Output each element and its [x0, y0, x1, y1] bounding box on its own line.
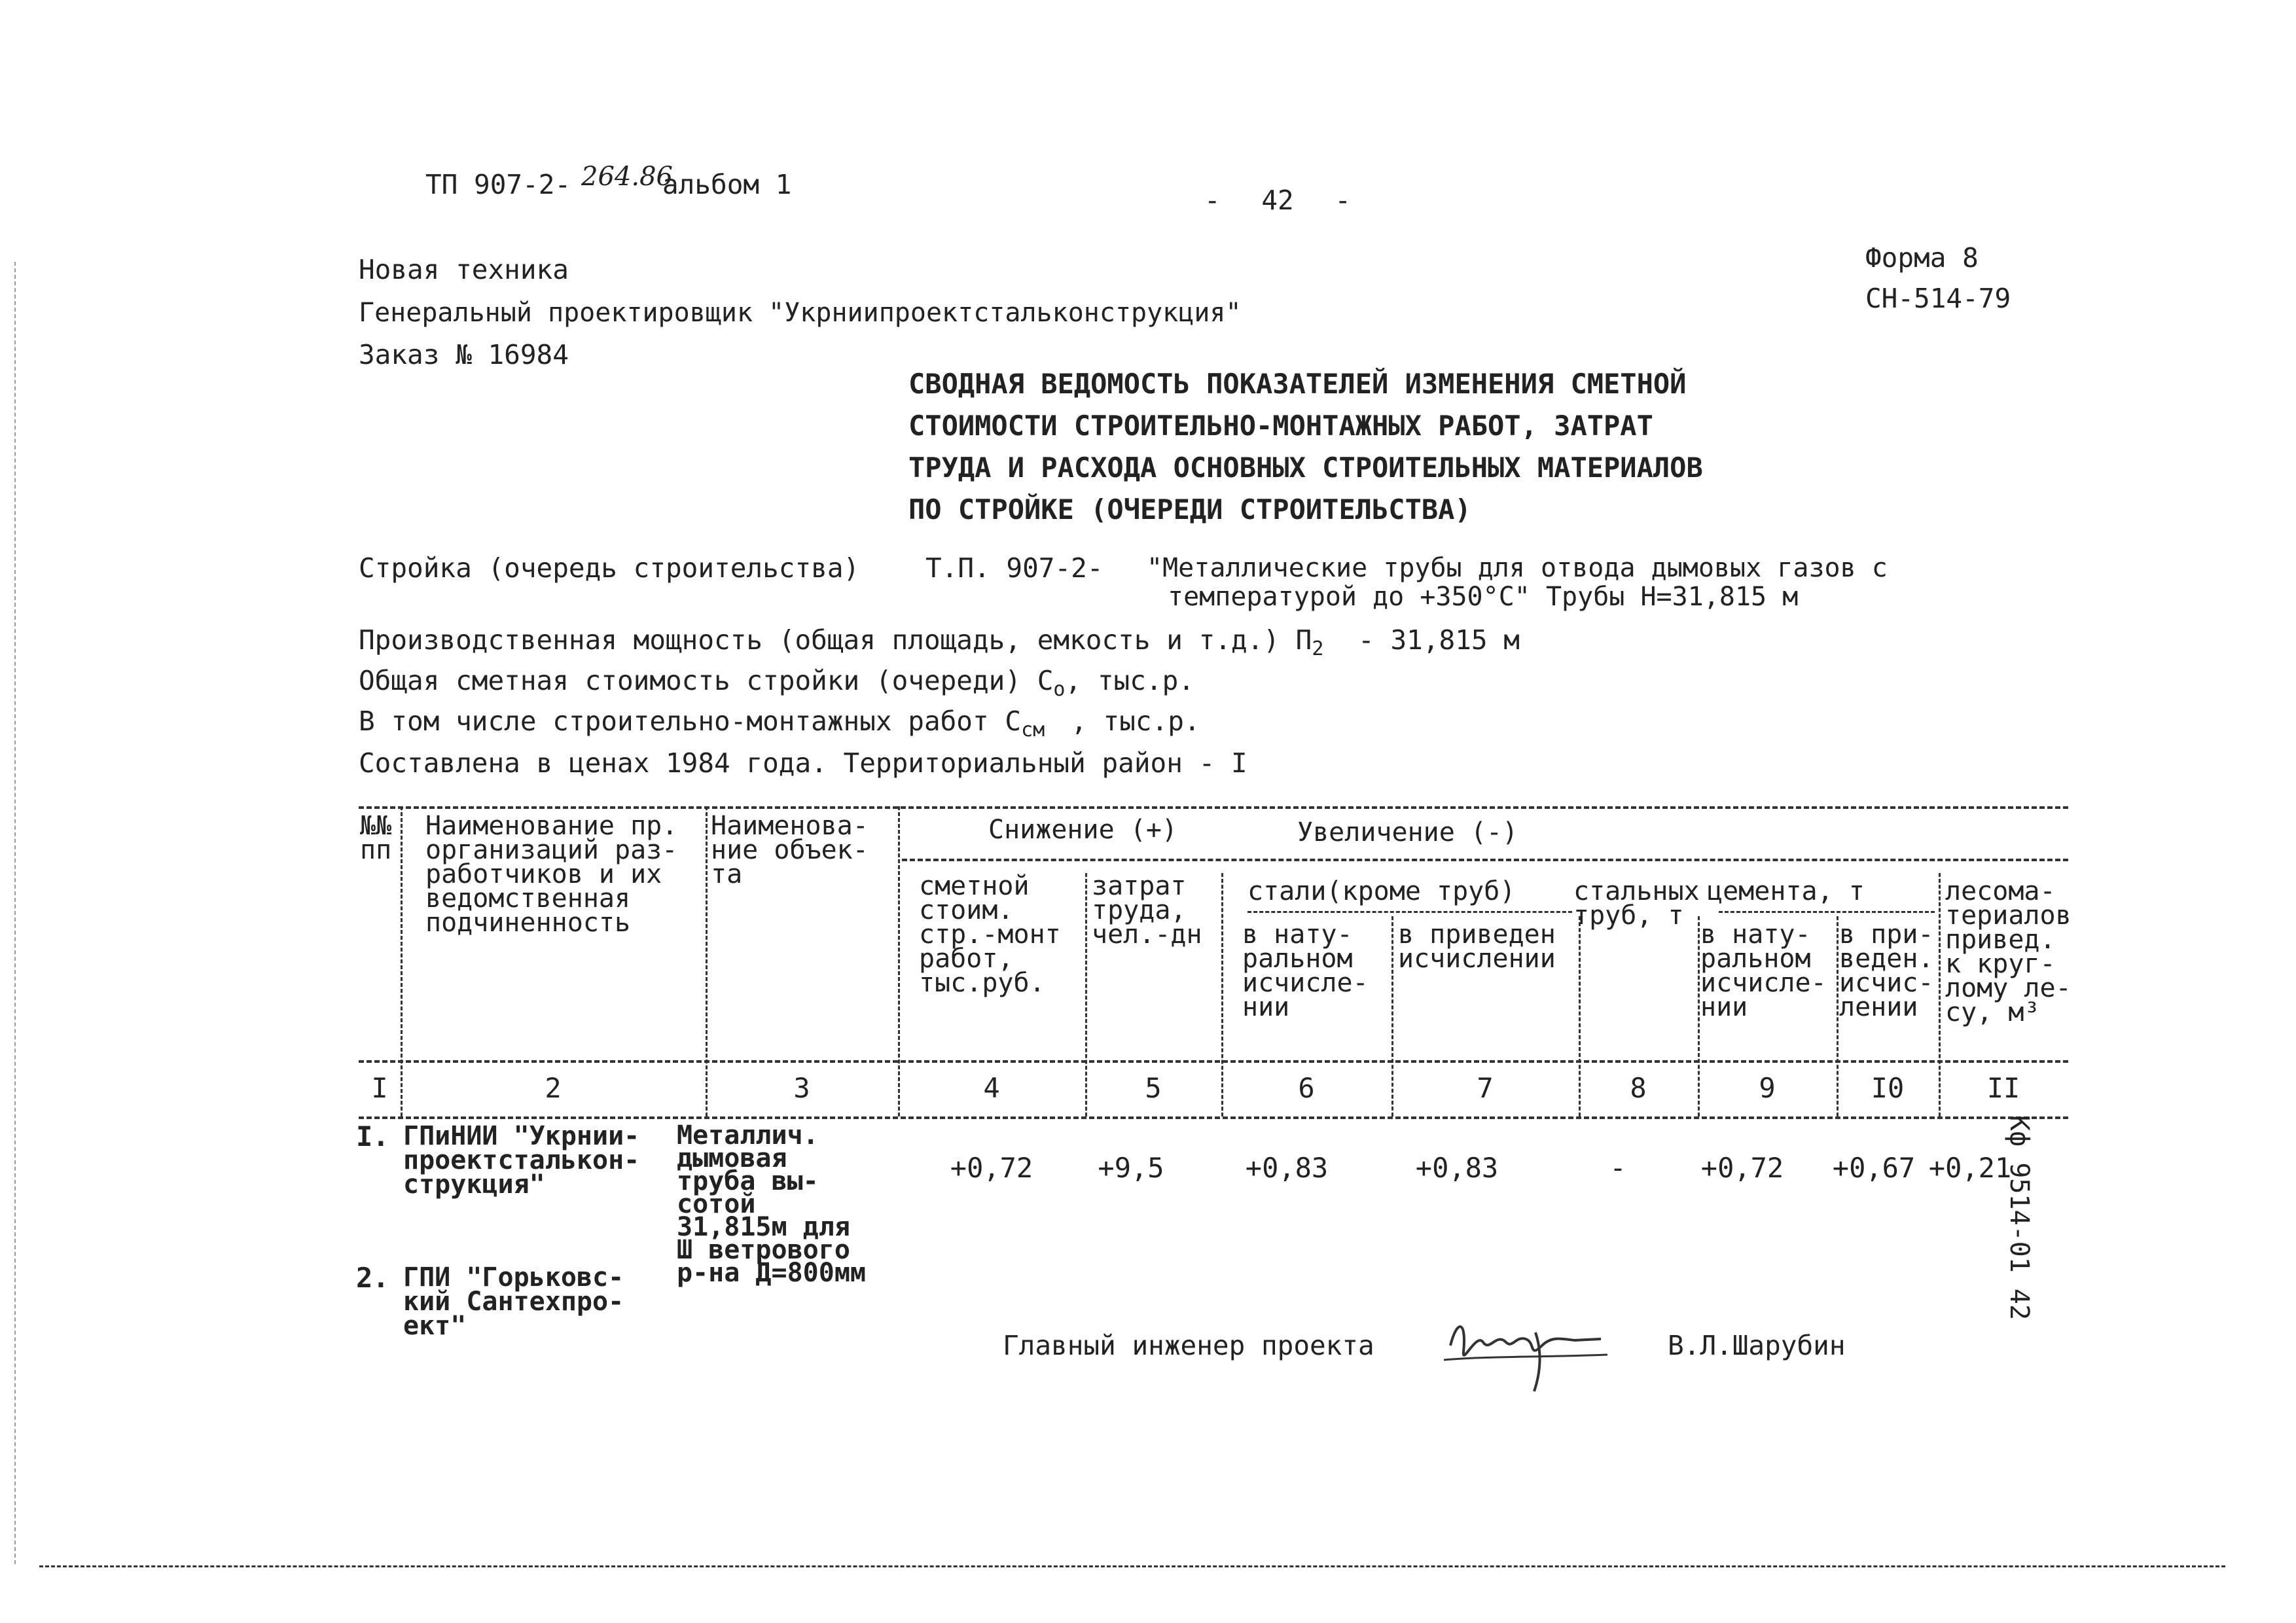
header-cement-reduced: в при- веден. исчис- лении	[1839, 919, 1934, 1022]
row-1-labor: +9,5	[1098, 1152, 1164, 1184]
smr-line	[359, 705, 1200, 742]
capacity-sub: 2	[1312, 637, 1324, 661]
smr-unit: , тыс.р.	[1071, 705, 1200, 737]
header-line-1: Новая техника	[359, 254, 569, 285]
row-1-steel-reduced: +0,83	[1415, 1152, 1499, 1184]
header-object: Наименова- ние объек- та	[711, 811, 869, 889]
header-cost: сметной стоим. стр.-монт работ, тыс.руб.	[919, 871, 1061, 998]
col-number: I	[371, 1072, 388, 1104]
row-1-pipes: -	[1609, 1152, 1626, 1184]
object-label: Стройка (очередь строительства)	[359, 552, 860, 584]
prices-line: Составлена в ценах 1984 года. Территориальный район - I	[359, 747, 1247, 779]
col-number: 5	[1145, 1072, 1162, 1104]
header-cement-natural: в нату- ральном исчисле- нии	[1700, 919, 1827, 1022]
header-num: №№ пп	[360, 811, 392, 865]
object-tp: Т.П. 907-2-	[925, 552, 1103, 584]
header-line-3: Заказ № 16984	[359, 339, 569, 370]
col-number: I0	[1871, 1072, 1905, 1104]
object-desc-2: температурой до +350°С" Трубы Н=31,815 м	[1168, 582, 1799, 612]
doc-title-line-4: ПО СТРОЙКЕ (ОЧЕРЕДИ СТРОИТЕЛЬСТВА)	[908, 493, 1471, 526]
header-steel-natural: в нату- ральном исчисле- нии	[1242, 919, 1369, 1022]
page-number: - 42 -	[1204, 185, 1352, 216]
smr-label: В том числе строительно-монтажных работ С	[359, 705, 1022, 737]
table-col-divider	[706, 806, 708, 1116]
col-number: II	[1986, 1072, 2020, 1104]
page-left-edge	[14, 262, 16, 1564]
col-number: 2	[545, 1072, 562, 1104]
row-1-steel-natural: +0,83	[1245, 1152, 1329, 1184]
header-steel-reduced: в приведен исчислении	[1398, 919, 1556, 974]
doc-code: ТП 907-2-	[425, 169, 571, 200]
doc-title-line-1: СВОДНАЯ ВЕДОМОСТЬ ПОКАЗАТЕЛЕЙ ИЗМЕНЕНИЯ СМЕТНОЙ	[908, 368, 1687, 400]
signatory-name: В.Л.Шарубин	[1668, 1330, 1846, 1361]
form-number: Форма 8	[1865, 242, 1979, 274]
col-number: 3	[793, 1072, 810, 1104]
row-1-object: Металлич. дымовая труба вы- сотой 31,815м для Ш ветрового р-на Д=800мм	[677, 1120, 866, 1288]
col-number: 9	[1759, 1072, 1776, 1104]
table-rule-top	[359, 806, 2068, 809]
row-1-cost: +0,72	[950, 1152, 1033, 1184]
row-2-number: 2.	[356, 1262, 389, 1294]
steel-underline	[1247, 911, 1572, 913]
smr-sub: см	[1021, 719, 1045, 742]
capacity-line	[359, 624, 1520, 661]
norm-code: СН-514-79	[1865, 283, 2011, 314]
col-number: 7	[1477, 1072, 1494, 1104]
capacity-label: Производственная мощность (общая площадь, емкость и т.д.) П	[359, 624, 1312, 656]
total-cost-line	[359, 665, 1194, 702]
doc-code-handwritten: 264.86	[581, 162, 673, 192]
doc-title-line-3: ТРУДА И РАСХОДА ОСНОВНЫХ СТРОИТЕЛЬНЫХ МАТЕРИАЛОВ	[908, 452, 1703, 484]
capacity-value: - 31,815 м	[1358, 624, 1520, 656]
signature-image	[1437, 1306, 1621, 1398]
object-desc-1: "Металлические трубы для отвода дымовых газов с	[1147, 553, 1888, 583]
table-rule-group	[902, 859, 2068, 861]
col-number: 8	[1630, 1072, 1647, 1104]
row-1-timber: +0,21	[1928, 1152, 2012, 1184]
row-1-organization: ГПиНИИ "Укрнии- проектсталькон- струкция"	[403, 1121, 640, 1200]
header-labor: затрат труда, чел.-дн	[1092, 871, 1202, 950]
col-number: 6	[1298, 1072, 1315, 1104]
page-bottom-rule	[39, 1565, 2225, 1567]
total-cost-unit: , тыс.р.	[1065, 665, 1194, 696]
row-2-organization: ГПИ "Горьковс- кий Сантехпро- ект"	[403, 1262, 624, 1341]
table-rule-numbers-bottom	[359, 1116, 2068, 1119]
header-steel: стали(кроме труб)	[1247, 876, 1516, 906]
header-timber: лесома- териалов привед. к круг- лому ле- су, м³	[1945, 876, 2072, 1027]
archive-stamp: Кф 9514-01 42	[2004, 1115, 2034, 1321]
doc-album: альбом 1	[662, 169, 792, 200]
signatory-role: Главный инженер проекта	[1003, 1330, 1374, 1361]
total-cost-label: Общая сметная стоимость стройки (очереди) С	[359, 665, 1054, 696]
header-cement: цемента, т	[1707, 876, 1865, 906]
header-line-2: Генеральный проектировщик "Укрниипроектстальконструкция"	[359, 298, 1242, 328]
total-cost-sub: о	[1053, 678, 1066, 702]
row-1-cement-natural: +0,72	[1700, 1152, 1784, 1184]
cement-underline	[1719, 911, 1935, 913]
row-1-number: I.	[356, 1120, 389, 1152]
header-pipes: стальных труб, т	[1573, 876, 1700, 931]
doc-title-line-2: СТОИМОСТИ СТРОИТЕЛЬНО-МОНТАЖНЫХ РАБОТ, ЗАТРАТ	[908, 410, 1653, 442]
header-increase: Увеличение (-)	[1297, 817, 1518, 847]
table-col-divider	[401, 806, 403, 1116]
header-decrease: Снижение (+)	[988, 815, 1177, 845]
row-1-cement-reduced: +0,67	[1832, 1152, 1916, 1184]
table-col-divider	[898, 806, 900, 1116]
table-rule-header-bottom	[359, 1060, 2068, 1063]
col-number: 4	[983, 1072, 1000, 1104]
header-org: Наименование пр. организаций раз- работчиков и их ведомственная подчиненность	[425, 811, 678, 938]
